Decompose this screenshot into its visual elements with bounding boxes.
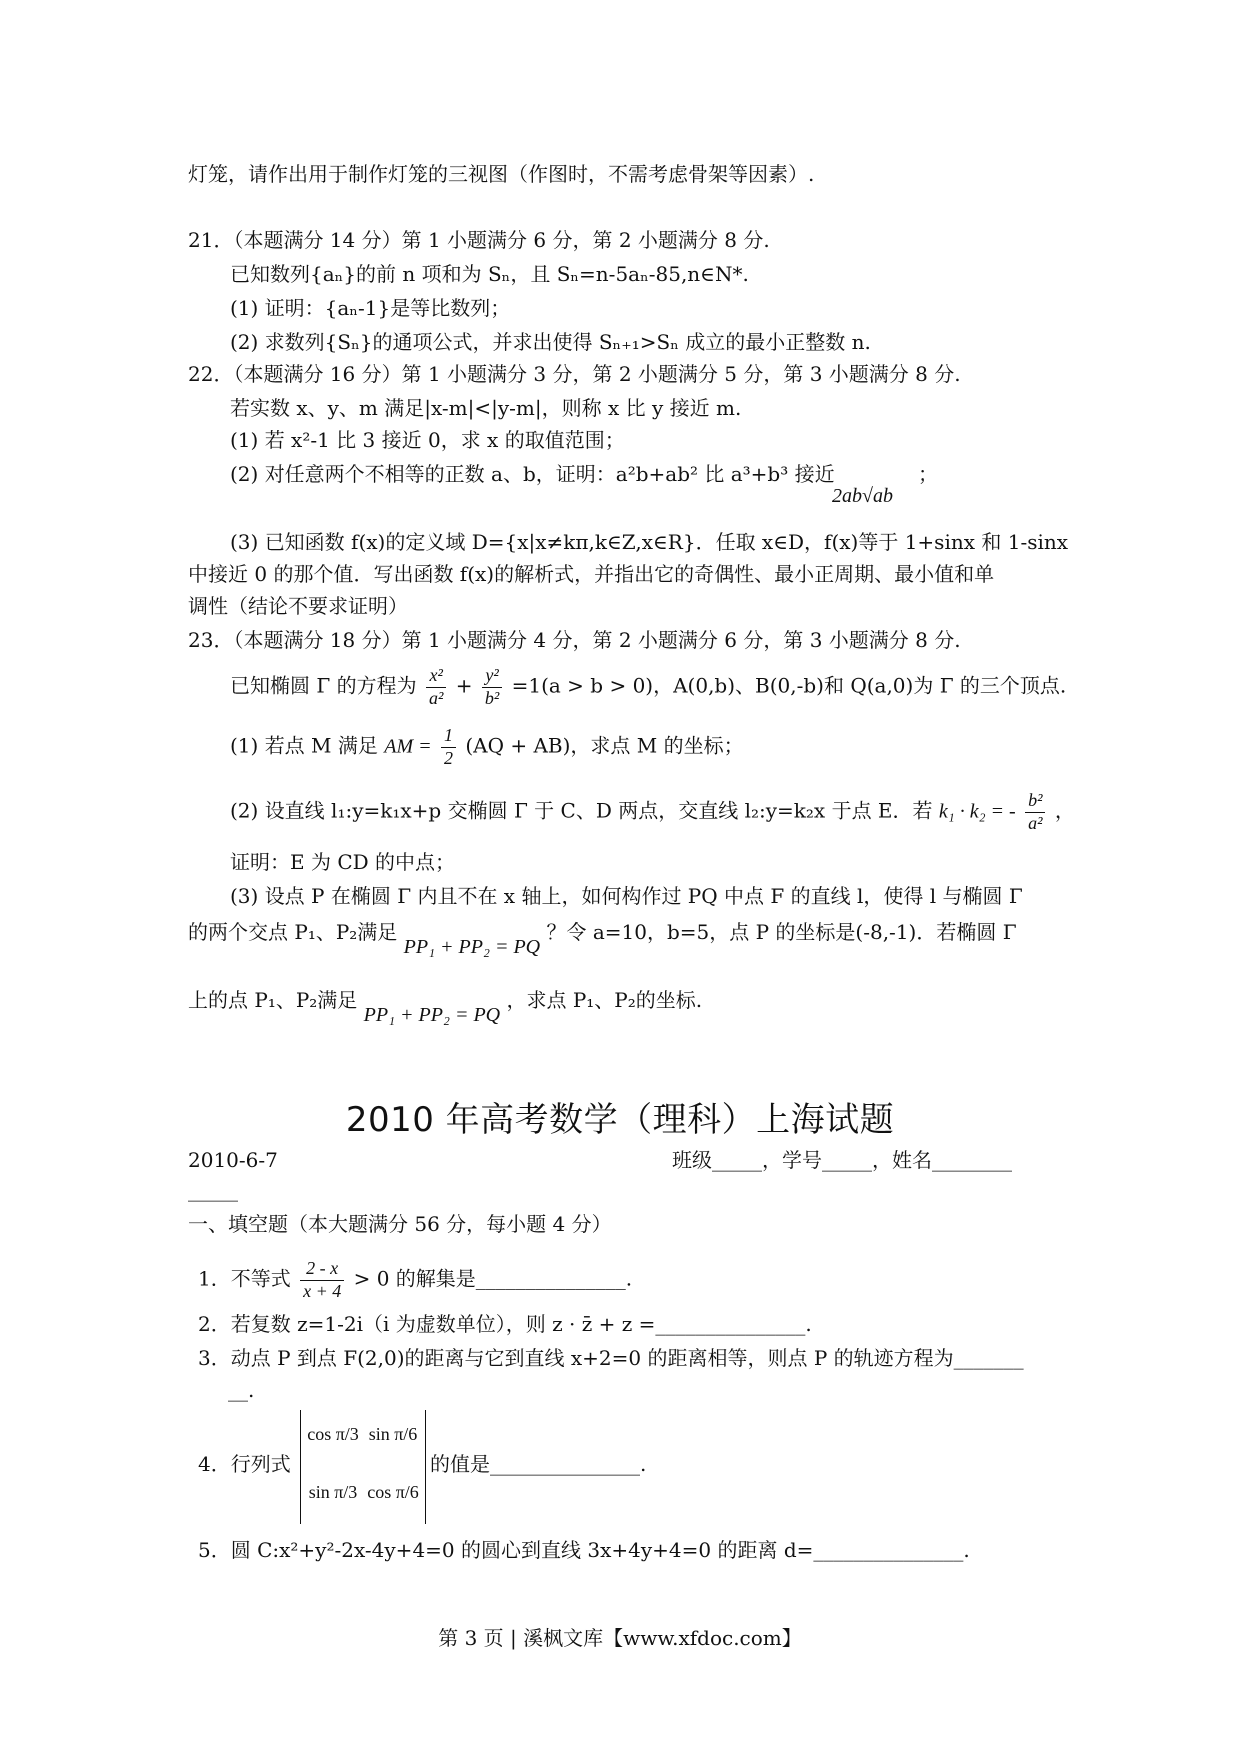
b-squared-numerator: b²: [1025, 790, 1045, 813]
plus-sign: +: [455, 673, 473, 698]
q22-statement: 若实数 x、y、m 满足|x-m|<|y-m|，则称 x 比 y 接近 m.: [230, 396, 742, 420]
two: 2: [443, 747, 453, 768]
q23-part1-suffix: (AQ + AB)，求点 M 的坐标；: [465, 733, 744, 758]
determinant-cell-11: cos π/3: [307, 1424, 359, 1444]
vector-sum-expression-2: PP₁ + PP₂ = PQ: [363, 1004, 501, 1026]
one: 1: [441, 725, 456, 748]
a-squared: a²: [428, 687, 444, 708]
q21-part2: (2) 求数列{Sₙ}的通项公式，并求出使得 Sₙ₊₁>Sₙ 成立的最小正整数 n.: [230, 330, 871, 354]
problem-1-suffix: > 0 的解集是_______________.: [353, 1266, 633, 1291]
q22-part3-line1: (3) 已知函数 f(x)的定义域 D={x|x≠kπ,k∈Z,x∈R}．任取 x∈D，f(x)等于 1+sinx 和 1-sinx: [230, 530, 1069, 554]
vector-am: AM =: [384, 735, 432, 758]
b-squared-over-a-squared: [1025, 790, 1045, 834]
q23-part3-line3-prefix: 上的点 P₁、P₂满足: [188, 988, 358, 1012]
problem-3: 3．动点 P 到点 F(2,0)的距离与它到直线 x+2=0 的距离相等，则点 P 的轨迹方程为_______: [198, 1346, 1024, 1370]
q23-part3-suffix: ？令 a=10，b=5，点 P 的坐标是(-8,-1)．若椭圆 Γ: [546, 920, 1017, 944]
q23-part3-line3: [188, 988, 703, 1026]
problem-5: 5．圆 C:x²+y²-2x-4y+4=0 的圆心到直线 3x+4y+4=0 的距离 d=_______________.: [198, 1538, 970, 1562]
exam-date: 2010-6-7: [188, 1148, 278, 1172]
q22-part3-line3: 调性（结论不要求证明）: [188, 594, 408, 618]
q22-part2-end: ；: [918, 462, 938, 486]
y-squared: y²: [482, 665, 502, 688]
slope-product: k₁ · k₂ = -: [938, 800, 1016, 823]
page-footer: 第 3 页 | 溪枫文库【www.xfdoc.com】: [438, 1626, 802, 1650]
student-info-fields: 班级_____，学号_____，姓名________: [672, 1148, 1012, 1172]
problem-3-tail: __.: [228, 1378, 255, 1402]
q21-part1: (1) 证明：{aₙ-1}是等比数列；: [230, 296, 511, 320]
vector-sum-expression: PP₁ + PP₂ = PQ: [403, 936, 541, 958]
inequality-fraction: [300, 1258, 344, 1302]
one-half: [441, 725, 456, 769]
problem-1: [198, 1258, 632, 1302]
q23-part3-line1: (3) 设点 P 在椭圆 Γ 内且不在 x 轴上，如何构作过 PQ 中点 F 的直线 l，使得 l 与椭圆 Γ: [230, 884, 1023, 908]
intro-text-line: 灯笼，请作出用于制作灯笼的三视图（作图时，不需考虑骨架等因素）.: [188, 162, 815, 186]
y-squared-over-b-squared: [482, 665, 502, 709]
q23-part1: [230, 725, 744, 769]
q23-heading: 23．（本题满分 18 分）第 1 小题满分 4 分，第 2 小题满分 6 分，第 3 小题满分 8 分.: [188, 628, 961, 652]
determinant-cell-21: sin π/3: [308, 1482, 358, 1502]
q21-statement: 已知数列{aₙ}的前 n 项和为 Sₙ，且 Sₙ=n-5aₙ-85,n∈N*.: [230, 262, 749, 286]
q23-part2-comma: ，: [1054, 798, 1075, 823]
problem-1-prefix: 1．不等式: [198, 1266, 291, 1291]
determinant-matrix: [300, 1410, 426, 1524]
b-squared: b²: [484, 687, 500, 708]
q23-part3-line3-suffix: ，求点 P₁、P₂的坐标.: [506, 988, 703, 1012]
q21-heading: 21．（本题满分 14 分）第 1 小题满分 6 分，第 2 小题满分 8 分.: [188, 228, 770, 252]
q22-heading: 22．（本题满分 16 分）第 1 小题满分 3 分，第 2 小题满分 5 分，第 3 小题满分 8 分.: [188, 362, 961, 386]
q23-ellipse-prefix: 已知椭圆 Γ 的方程为: [230, 673, 417, 698]
inequality-denominator: x + 4: [303, 1280, 342, 1301]
problem-4-prefix: 4．行列式: [198, 1452, 291, 1476]
a-squared-denominator: a²: [1028, 812, 1043, 833]
q23-ellipse-statement: [230, 665, 1066, 709]
q22-part3-line2: 中接近 0 的那个值．写出函数 f(x)的解析式，并指出它的奇偶性、最小正周期、最小值和单: [188, 562, 995, 586]
student-info-underline-tail: _____: [188, 1178, 238, 1202]
q23-ellipse-suffix: =1(a > b > 0)，A(0,b)、B(0,-b)和 Q(a,0)为 Γ 的三个顶点.: [511, 673, 1067, 698]
x-squared-over-a-squared: [426, 665, 446, 709]
x-squared: x²: [426, 665, 446, 688]
q23-part3-prefix: 的两个交点 P₁、P₂满足: [188, 920, 398, 944]
problem-2: 2．若复数 z=1-2i（i 为虚数单位），则 z · z̄ + z =_______________.: [198, 1312, 812, 1336]
determinant-cell-22: cos π/6: [367, 1482, 419, 1502]
q23-part2-prefix: (2) 设直线 l₁:y=k₁x+p 交椭圆 Γ 于 C、D 两点，交直线 l₂:y=k₂x 于点 E．若: [230, 798, 933, 823]
q23-part1-prefix: (1) 若点 M 满足: [230, 733, 378, 758]
q22-part2-expression: 2ab√ab: [832, 485, 893, 507]
problem-4-suffix: 的值是_______________.: [430, 1452, 647, 1476]
q23-part2-proof: 证明：E 为 CD 的中点；: [230, 850, 456, 874]
exam-title: 2010 年高考数学（理科）上海试题: [345, 1100, 895, 1140]
inequality-numerator: 2 - x: [300, 1258, 344, 1281]
q23-part3-line2: [188, 920, 1017, 958]
section-fill-in-heading: 一、填空题（本大题满分 56 分，每小题 4 分）: [188, 1212, 612, 1236]
q22-part2: (2) 对任意两个不相等的正数 a、b，证明：a²b+ab² 比 a³+b³ 接近: [230, 462, 835, 486]
q23-part2: [230, 790, 1075, 834]
q22-part1: (1) 若 x²-1 比 3 接近 0，求 x 的取值范围；: [230, 428, 625, 452]
determinant-cell-12: sin π/6: [368, 1424, 418, 1444]
